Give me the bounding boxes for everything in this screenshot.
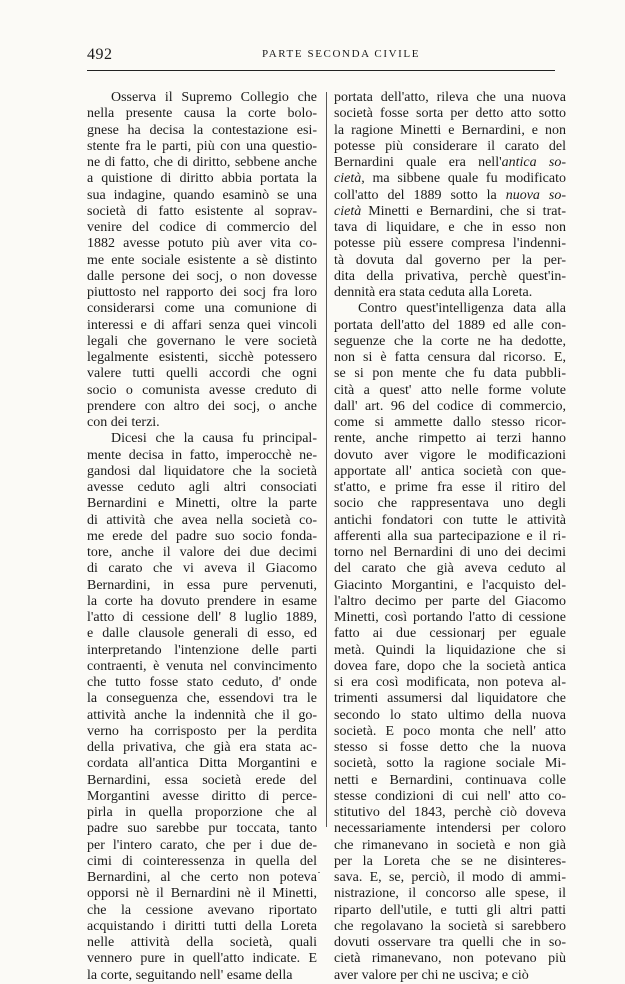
text-line — [334, 773, 566, 789]
text-line — [87, 106, 317, 122]
text-line — [87, 626, 317, 642]
line-text: vennero pure in quell'atto indicate. E — [87, 951, 317, 967]
text-line — [87, 399, 317, 415]
text-line — [334, 285, 566, 301]
text-line — [334, 106, 566, 122]
text-line — [87, 171, 317, 187]
text-line — [87, 919, 317, 935]
text-line — [87, 513, 317, 529]
text-line — [334, 334, 566, 350]
line-text: seguenze che la corte ne ha dedotte, — [334, 333, 566, 349]
text-line — [334, 545, 566, 561]
text-line — [87, 139, 317, 155]
text-line — [87, 724, 317, 740]
line-text: la conseguenza che, essendovi tra le — [87, 691, 317, 707]
line-text: nistrazione, il concorso alle spese, il — [334, 886, 566, 902]
text-line — [87, 708, 317, 724]
line-text: considerarsi come una comunione di — [87, 301, 317, 317]
text-line — [87, 123, 317, 139]
text-line — [334, 789, 566, 805]
text-line — [334, 903, 566, 919]
text-line — [334, 318, 566, 334]
text-line — [87, 204, 317, 220]
text-line — [87, 415, 317, 431]
header-rule — [87, 70, 555, 71]
line-text: venire del codice di commercio del — [87, 220, 317, 235]
text-line — [87, 578, 317, 594]
italic-text: cietà — [334, 171, 362, 187]
line-text: Bernardini e Minetti, oltre la parte — [87, 496, 317, 512]
text-line — [334, 188, 566, 204]
text-line — [87, 431, 317, 447]
text-line — [334, 204, 566, 220]
line-text: dall' art. 96 del codice di commercio, — [334, 398, 566, 414]
line-text: gnese ha decisa la contestazione esi- — [87, 122, 317, 138]
line-text: rente, anche rimpetto ai terzi hanno — [334, 431, 566, 447]
text-line — [87, 529, 317, 545]
text-line — [334, 870, 566, 886]
text-line — [87, 740, 317, 756]
text-line — [87, 269, 317, 285]
line-text: netti e Bernardini, continuava colle — [334, 772, 566, 788]
line-text: dita della privativa, perchè quest'in- — [334, 268, 566, 284]
line-text: acquistando i diritti tutti della Loreta — [87, 918, 317, 934]
text-line — [87, 253, 317, 269]
line-text: la corte, seguitando nell' esame della — [87, 967, 293, 983]
text-line — [334, 740, 566, 756]
line-text: l'altro decimo per parte del Giacomo — [334, 593, 566, 609]
line-text: stitutivo del 1843, perchè ciò doveva — [334, 805, 566, 820]
line-text: interessi e di affari senza quei vincoli — [87, 317, 317, 333]
text-line — [87, 366, 317, 382]
line-text: st'atto, e prime fra esse il ritiro del — [334, 480, 566, 495]
text-line — [334, 626, 566, 642]
italic-text: nuova so- — [505, 187, 566, 203]
text-line — [334, 220, 566, 236]
line-text: fatto ai due cessionarj per eguale — [334, 626, 566, 642]
line-text: società. E poco monta che nell' atto — [334, 723, 566, 739]
page-header — [87, 46, 555, 70]
text-line — [334, 610, 566, 626]
line-text: nella presente causa la corte bolo- — [87, 106, 317, 122]
line-text: la corte ha dovuto prendere in esame — [87, 593, 317, 609]
line-text: prendere con altro dei socj, o anche — [87, 398, 317, 414]
line-text: socio che rappresentava uno degli — [334, 496, 566, 512]
text-line — [334, 951, 566, 967]
line-text: della privativa, che già era stata ac- — [87, 740, 317, 755]
line-text: Contro quest'intelligenza data alla — [358, 301, 566, 317]
line-text: dovuto aver vigore le modificazioni — [334, 447, 566, 463]
line-text: cietà rimanevano, non potevano più — [334, 951, 566, 967]
line-text: dovea fare, dopo che la società antica — [334, 658, 566, 674]
text-line — [87, 935, 317, 951]
text-line — [334, 821, 566, 837]
column-divider — [326, 92, 327, 827]
line-text: ne di fatto, che di diritto, sebbene anche — [87, 155, 317, 170]
text-line — [334, 561, 566, 577]
line-text: apportate all' antica società con que- — [334, 463, 566, 479]
line-text: a quistione di diritto abbia portata la — [87, 171, 317, 187]
text-line — [87, 610, 317, 626]
text-line — [334, 838, 566, 854]
line-text: cità a quest' atto nelle forme volute — [334, 382, 566, 398]
text-line — [334, 935, 566, 951]
text-line — [334, 350, 566, 366]
line-text: gandosi dal liquidatore che la società — [87, 463, 317, 479]
text-line — [87, 854, 317, 870]
italic-text: antica so- — [501, 155, 567, 170]
text-line — [87, 318, 317, 334]
line-text: tava di liquidare, e che in esso non — [334, 220, 566, 235]
text-line — [334, 724, 566, 740]
text-line — [334, 269, 566, 285]
line-text: contraenti, è venuta nel convincimento — [87, 658, 317, 674]
text-line — [87, 838, 317, 854]
text-line — [334, 399, 566, 415]
page-number: 492 — [87, 46, 113, 63]
line-text: Giacinto Morgantini, e l'acquisto del- — [334, 577, 566, 593]
text-line — [334, 708, 566, 724]
line-text: Osserva il Supremo Collegio che — [111, 90, 317, 105]
line-text: interpretando l'intenzione delle parti — [87, 642, 317, 658]
text-line — [334, 578, 566, 594]
line-text: trimenti assumersi dal liquidatore che — [334, 691, 566, 707]
text-line — [87, 821, 317, 837]
line-text: Bernardini, essa società erede del — [87, 772, 317, 788]
line-text: sua indagine, quando esaminò se una — [87, 187, 317, 203]
line-text: necessariamente intendersi per coloro — [334, 821, 566, 837]
line-text: che regolavano la società si sarebbero — [334, 918, 566, 934]
line-text: società di fatto esistente al soprav- — [87, 203, 317, 219]
line-text: dennità era stata ceduta alla Loreta. — [334, 285, 533, 300]
line-text: attività anche la indennità che il go- — [87, 707, 317, 723]
text-line — [334, 854, 566, 870]
line-text: società fosse sorta per detto atto sotto — [334, 106, 566, 122]
line-text: opporsi nè il Bernardini nè il Minetti, — [87, 886, 317, 902]
text-line — [334, 301, 566, 317]
text-line — [334, 496, 566, 512]
line-text: stesse condizioni di cui nell' atto co- — [334, 788, 566, 804]
line-text: del carato che già aveva ceduto al — [334, 561, 566, 577]
text-line — [334, 253, 566, 269]
line-text: con dei terzi. — [87, 415, 160, 430]
text-line — [87, 383, 317, 399]
left-column — [87, 90, 317, 984]
line-text: Bernardini, in essa pure pervenuti, — [87, 577, 317, 593]
line-text: di carato che vi aveva il Giacomo — [87, 561, 317, 577]
line-text: tà dovuta dal governo per la per- — [334, 252, 566, 268]
text-line — [87, 448, 317, 464]
text-line — [87, 545, 317, 561]
line-text: avesse ceduto agli altri consociati — [87, 480, 317, 495]
text-line — [334, 513, 566, 529]
line-text: portata dell'atto, rileva che una nuova — [334, 90, 566, 105]
line-text: verno ha corrisposto per la perdita — [87, 723, 317, 739]
line-text: stesso si fosse detto che la nuova — [334, 740, 566, 755]
text-line — [334, 529, 566, 545]
line-text: potesse più essere compresa l'indenni- — [334, 236, 566, 252]
line-text: piuttosto nel rapporto dei socj fra loro — [87, 285, 317, 300]
line-text: Bernardini quale era nell' — [334, 155, 502, 170]
text-line — [87, 155, 317, 171]
text-line — [87, 773, 317, 789]
line-text: se si pon mente che fu data pubbli- — [334, 366, 566, 382]
text-line — [334, 756, 566, 772]
line-text: padre suo sarebbe pur toccata, tanto — [87, 821, 317, 837]
text-line — [334, 675, 566, 691]
text-line — [87, 805, 317, 821]
text-line — [334, 236, 566, 252]
line-text: Morgantini avesse diritto di perce- — [87, 788, 317, 804]
line-text: legalmente esistenti, sicchè potessero — [87, 350, 317, 365]
line-text: Dicesi che la causa fu principal- — [111, 431, 317, 447]
text-line — [87, 951, 317, 967]
line-text: 1882 avesse potuto più aver vita co- — [87, 236, 317, 252]
line-text: tore, anche il valore dei due decimi — [87, 545, 317, 560]
text-line — [334, 366, 566, 382]
line-text: Bernardini, al che certo non poteva — [87, 870, 317, 885]
text-line — [334, 90, 566, 106]
text-line — [87, 334, 317, 350]
text-line — [334, 431, 566, 447]
text-line — [87, 220, 317, 236]
text-line — [334, 968, 566, 984]
line-text: coll'atto del 1889 sotto la — [334, 187, 506, 203]
text-line — [87, 756, 317, 772]
text-line — [334, 805, 566, 821]
line-text: riparto dell'utile, e tutti gli altri patti — [334, 902, 566, 918]
text-line — [87, 968, 317, 984]
line-text: pirla in quella proporzione che al — [87, 805, 317, 820]
text-line — [334, 691, 566, 707]
line-text: per l'intero carato, che per i due de- — [87, 837, 317, 853]
text-line — [87, 90, 317, 106]
line-text: cimi di cointeressenza in quella del — [87, 853, 317, 869]
line-text: torno nel Bernardini di uno dei decimi — [334, 545, 566, 560]
text-line — [334, 659, 566, 675]
line-text: secondo lo stato ultimo della nuova — [334, 707, 566, 723]
text-line — [87, 301, 317, 317]
line-text: si era così modificata, non poteva al- — [334, 675, 566, 690]
line-text: che tutto fosse stato ceduto, d' onde — [87, 675, 317, 690]
line-text: non si è fatta censura dal ricorso. E, — [334, 350, 566, 365]
line-text: aver valore per chi ne usciva; e ciò — [334, 967, 529, 983]
text-line — [87, 789, 317, 805]
line-text: Minetti e Bernardini, che si trat- — [361, 203, 566, 219]
text-line — [334, 123, 566, 139]
line-text: me erede del padre suo socio fonda- — [87, 528, 317, 544]
text-line — [334, 643, 566, 659]
italic-text: cietà — [334, 203, 362, 219]
text-line — [87, 675, 317, 691]
line-text: cordata all'antica Ditta Morgantini e — [87, 756, 317, 772]
text-line — [87, 561, 317, 577]
line-text: afferenti alla sua partecipazione e il ri- — [334, 528, 566, 544]
line-text: valere tutti quelli accordi che ogni — [87, 366, 317, 382]
text-line — [334, 171, 566, 187]
text-line — [87, 236, 317, 252]
line-text: di attività che avea nella società co- — [87, 512, 317, 528]
line-text: società, sotto la ragione sociale Mi- — [334, 756, 566, 772]
text-line — [87, 285, 317, 301]
line-text: come si ammette dallo stesso ricor- — [334, 415, 566, 430]
line-text: e dalle clausole generali di esso, ed — [87, 626, 317, 642]
line-text: dovuti osservare tra quelli che in so- — [334, 935, 566, 950]
text-line — [87, 464, 317, 480]
text-line — [87, 594, 317, 610]
text-line — [334, 464, 566, 480]
line-text: dalle persone dei socj, o non dovesse — [87, 268, 317, 284]
line-text: la ragione Minetti e Bernardini, e non — [334, 122, 566, 138]
text-line — [334, 480, 566, 496]
line-text: nelle attività della società, quali — [87, 935, 317, 950]
text-line — [87, 480, 317, 496]
text-line — [334, 415, 566, 431]
text-line — [87, 643, 317, 659]
line-text: l'atto di cessione dell' 8 luglio 1889, — [87, 610, 317, 625]
print-speck — [318, 872, 320, 873]
line-text: sava. E, se, perciò, il modo di ammi- — [334, 870, 566, 885]
line-text: antichi fondatori con tutte le attività — [334, 512, 566, 528]
line-text: socio o comunista avesse creduto di — [87, 382, 317, 398]
text-line — [87, 496, 317, 512]
running-head: PARTE SECONDA CIVILE — [262, 48, 421, 60]
line-text: Minetti, così portando l'atto di cessione — [334, 610, 566, 625]
line-text: che rimanevano in società e non già — [334, 837, 566, 853]
text-line — [87, 659, 317, 675]
text-line — [334, 594, 566, 610]
line-text: portata dell'atto del 1889 ed alle con- — [334, 317, 566, 333]
text-line — [87, 870, 317, 886]
text-line — [334, 383, 566, 399]
text-line — [334, 155, 566, 171]
line-text: metà. Quindi la liquidazione che si — [334, 642, 566, 658]
line-text: mente decisa in fatto, imperocchè ne- — [87, 447, 317, 463]
line-text: , ma sibbene quale fu modificato — [361, 171, 566, 187]
text-line — [87, 903, 317, 919]
text-line — [87, 188, 317, 204]
line-text: potesse più considerare il carato del — [334, 138, 566, 154]
text-line — [334, 139, 566, 155]
line-text: per la Loreta che se ne disinteres- — [334, 853, 566, 869]
text-line — [87, 691, 317, 707]
line-text: me ente sociale esistente a sè distinto — [87, 252, 317, 268]
line-text: stente fra le parti, più con una questio- — [87, 138, 317, 154]
text-line — [334, 919, 566, 935]
line-text: legali che governano le vere società — [87, 333, 317, 349]
text-line — [334, 448, 566, 464]
text-line — [87, 350, 317, 366]
text-line — [87, 886, 317, 902]
line-text: che la cessione avevano riportato — [87, 902, 317, 918]
right-column — [334, 90, 566, 984]
text-line — [334, 886, 566, 902]
